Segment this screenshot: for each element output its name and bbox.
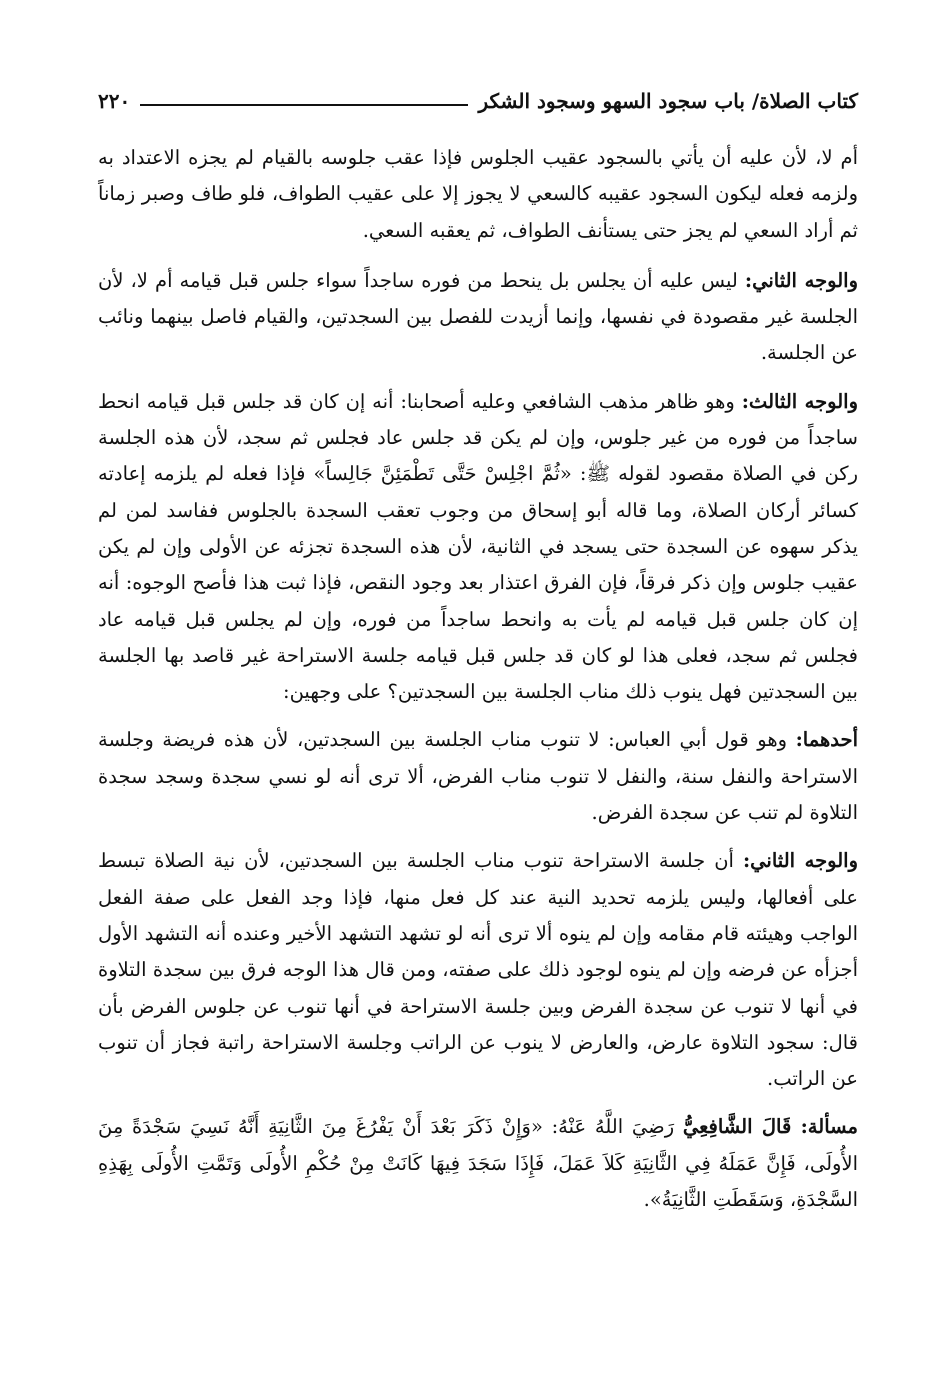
- chapter-title: كتاب الصلاة/ باب سجود السهو وسجود الشكر: [478, 89, 858, 113]
- paragraph-continuation: [98, 140, 858, 249]
- paragraph-text: رَضِيَ اللَّهُ عَنْهُ: «وَإِنْ ذَكَرَ بَعْدَ أَنْ يَفْرُغَ مِنَ الثَّانِيَةِ أَنَّهُ نَسِيَ سَجْدَةً مِنَ الأُولَى، فَإِنَّ عَمَلَهُ فِي الثَّانِيَةِ كَلاَ عَمَلَ، فَإِذَا سَجَدَ فِيهَا كَانَتْ مِنْ حُكْمِ الأُولَى وَتَمَّتِ الأُولَى بِهَذِهِ السَّجْدَةِ، وَسَقَطَتِ الثَّانِيَةُ».: [98, 1115, 858, 1212]
- paragraph-first-opinion: [98, 722, 858, 831]
- paragraph-text: وهو قول أبي العباس: لا تنوب مناب الجلسة بين السجدتين، لأن هذه فريضة وجلسة الاستراحة والنفل سنة، والنفل لا تنوب مناب الفرض، ألا ترى أنه لو نسي سجدة وسجد سجدة التلاوة لم تنب عن سجدة الفرض.: [98, 728, 858, 825]
- paragraph-text: أم لا، لأن عليه أن يأتي بالسجود عقيب الجلوس فإذا عقب جلوسه بالقيام لم يجزه الاعتداد به ولزمه فعله ليكون السجود عقيبه كالسعي لا يجوز إلا على عقيب الطواف، فلو طاف وصبر زماناً ثم أراد السعي لم يجز حتى يستأنف الطواف، ثم يعقبه السعي.: [98, 146, 858, 242]
- paragraph-third-view: [98, 384, 858, 711]
- paragraph-text: أن جلسة الاستراحة تنوب مناب الجلسة بين السجدتين، لأن نية الصلاة تبسط على أفعالها، وليس يلزمه تحديد النية عند كل فعل منها، فإذا وجد الفعل على صفة الفعل الواجب وهيئته قام مقامه وإن لم ينوه ألا ترى أنه لو تشهد التشهد الأخير وعنده أنه التشهد الأول أجزأه عن فرضه وإن لم ينوه لوجود ذلك على صفته، ومن قال هذا الوجه فرق بين سجدة التلاوة في أنها لا تنوب عن سجدة الفرض وبين جلسة الاستراحة في أنها تنوب عن جلوس الفرض بأن قال: سجود التلاوة عارض، والعارض لا ينوب عن الراتب وجلسة الاستراحة راتبة فجاز أن تنوب عن الراتب.: [98, 849, 858, 1091]
- paragraph-lead: أحدهما:: [795, 728, 858, 752]
- paragraph-lead: والوجه الثاني:: [742, 849, 859, 873]
- page-number: ٢٢٠: [98, 89, 131, 113]
- paragraph-text: وهو ظاهر مذهب الشافعي وعليه أصحابنا: أنه إن كان قد جلس قبل قيامه انحط ساجداً من فوره من غير جلوس، وإن لم يكن قد جلس عاد فجلس ثم سجد، لأن هذه الجلسة ركن في الصلاة مقصود لقوله ﷺ: «ثُمَّ اجْلِسْ حَتَّى تَطْمَئِنَّ جَالِساً» فإذا فعله لم يلزمه إعادته كسائر أركان الصلاة، وما قاله أبو إسحاق من وجوب تعقب السجدة بالجلوس ففاسد لمن لم يذكر سهوه عن السجدة حتى يسجد في الثانية، لأن هذه السجدة تجزئه عن الأولى وإن لم يكن عقيب جلوس وإن ذكر فرقاً، فإن الفرق اعتذار بعد وجود النقص، فإذا ثبت هذا فأصح الوجوه: أنه إن كان جلس قبل قيامه لم يأت به وانحط ساجداً من فوره، وإن لم يجلس قبل قيامه عاد فجلس ثم سجد، فعلى هذا لو كان قد جلس قبل قيامه جلسة الاستراحة غير قاصد بها الجلسة بين السجدتين فهل ينوب ذلك مناب الجلسة بين السجدتين؟ على وجهين:: [98, 389, 858, 704]
- paragraph-issue: [98, 1109, 858, 1218]
- paragraph-lead: والوجه الثالث:: [741, 389, 858, 413]
- paragraph-text: ليس عليه أن يجلس بل ينحط من فوره ساجداً سواء جلس قبل قيامه أم لا، لأن الجلسة غير مقصودة في نفسها، وإنما أزيدت للفصل بين السجدتين، والقيام فاصل بينهما ونائب عن الجلسة.: [98, 268, 858, 365]
- paragraph-lead: مسألة: قَالَ الشَّافِعِيُّ: [682, 1115, 858, 1139]
- running-header: [98, 86, 858, 116]
- paragraph-second-opinion: [98, 843, 858, 1097]
- paragraph-second-view: [98, 263, 858, 372]
- paragraph-lead: والوجه الثاني:: [744, 268, 858, 292]
- book-page: [98, 86, 858, 1230]
- header-rule: [140, 104, 468, 106]
